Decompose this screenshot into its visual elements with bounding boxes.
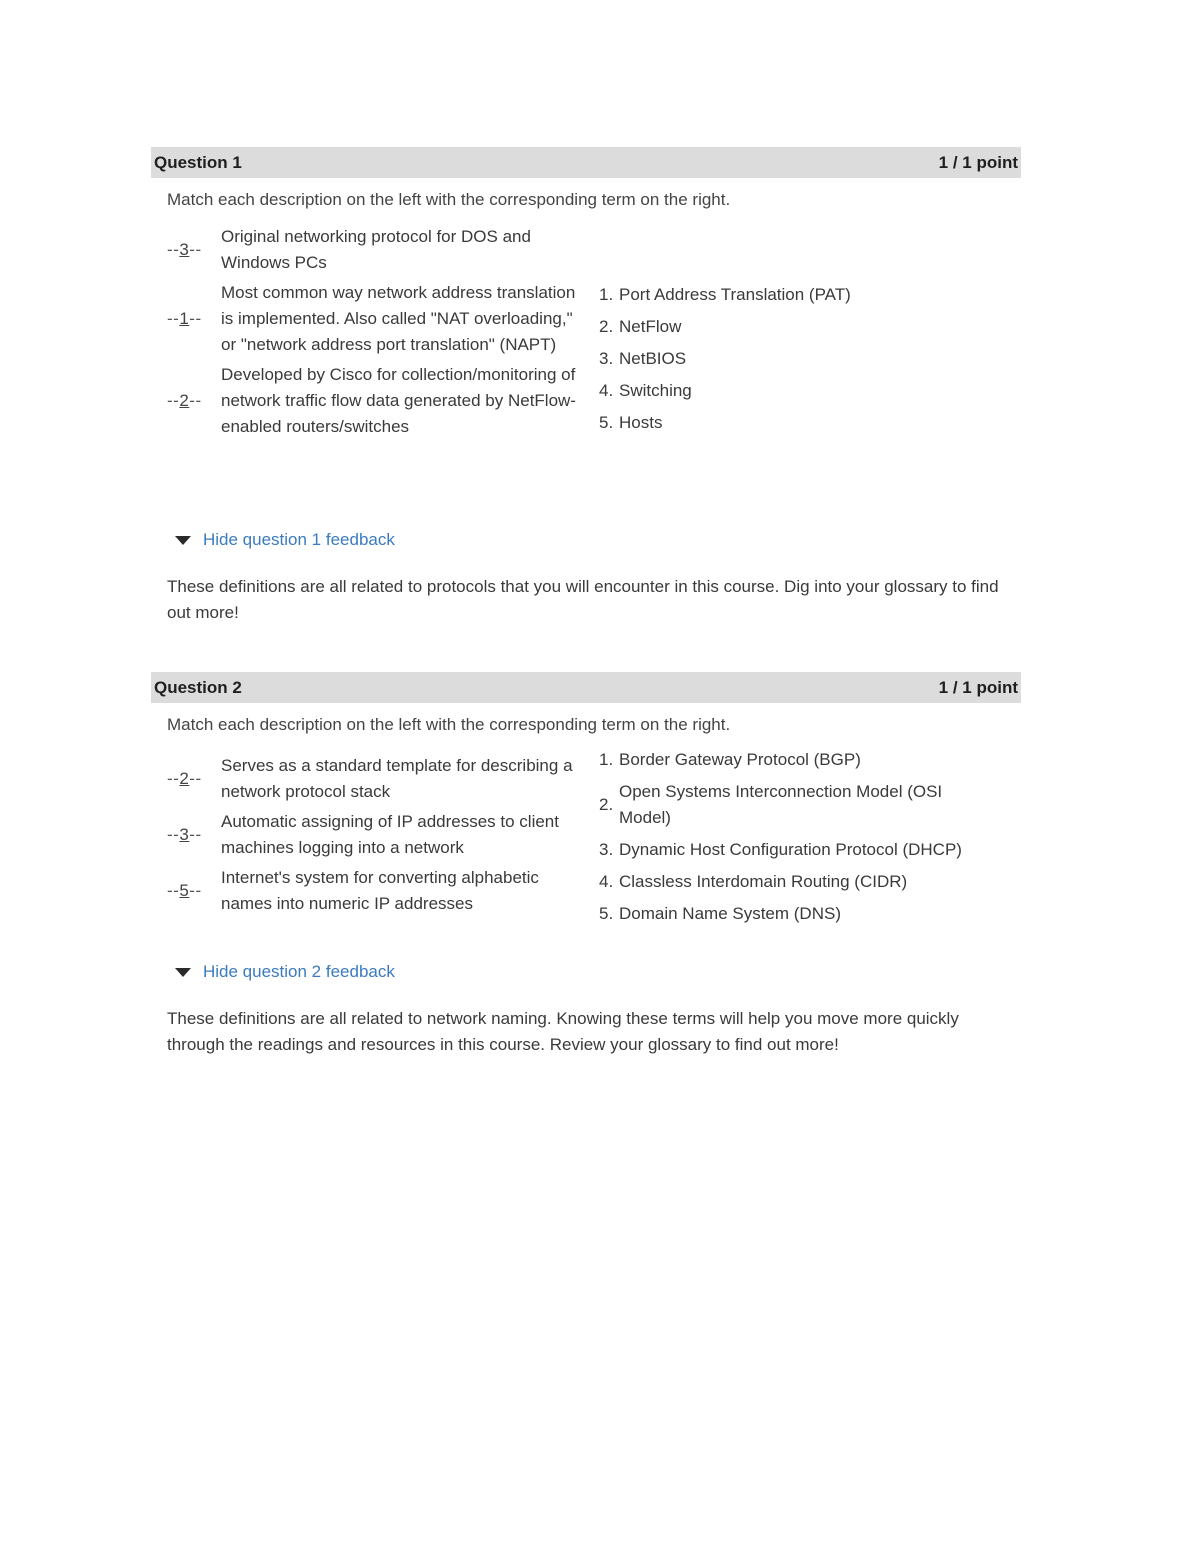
descriptions-list	[167, 224, 587, 444]
question-prompt: Match each description on the left with the corresponding term on the right.	[167, 715, 731, 734]
term-item: 3. NetBIOS	[599, 349, 687, 368]
hide-feedback-toggle[interactable]	[175, 962, 395, 982]
match-row	[167, 865, 587, 917]
feedback-text: These definitions are all related to network naming. Knowing these terms will help you move more quickly through the readings and resources in this course. Review your glossary to find out more!	[167, 1009, 959, 1054]
match-row	[167, 224, 587, 276]
hide-feedback-link[interactable]: Hide question 1 feedback	[203, 530, 395, 549]
answer-blank[interactable]: --3--	[167, 825, 202, 844]
matching-area	[151, 750, 1021, 973]
answer-blank[interactable]: --5--	[167, 881, 202, 900]
term-item: 2. NetFlow	[599, 317, 682, 336]
description-text: Original networking protocol for DOS and Windows PCs	[221, 227, 531, 272]
description-text: Internet's system for converting alphabetic names into numeric IP addresses	[221, 868, 539, 913]
answer-blank[interactable]: --3--	[167, 240, 202, 259]
terms-list	[599, 282, 999, 442]
hide-feedback-link[interactable]: Hide question 2 feedback	[203, 962, 395, 981]
term-item: 1. Port Address Translation (PAT)	[599, 285, 851, 304]
question-header	[151, 147, 1021, 178]
match-row	[167, 753, 587, 805]
question-score: 1 / 1 point	[938, 677, 1018, 697]
term-item: 4. Classless Interdomain Routing (CIDR)	[599, 872, 908, 891]
term-item: 2. Open Systems Interconnection Model (OSI Model)	[599, 782, 943, 827]
matching-area	[151, 224, 1021, 484]
feedback-text: These definitions are all related to protocols that you will encounter in this course. Dig into your glossary to find out more!	[167, 577, 999, 622]
terms-list	[599, 747, 999, 933]
caret-down-icon	[175, 968, 191, 977]
question-header	[151, 672, 1021, 703]
description-text: Developed by Cisco for collection/monitoring of network traffic flow data generated by NetFlow-enabled routers/switches	[221, 365, 576, 436]
description-text: Most common way network address translation is implemented. Also called "NAT overloading," or "network address port translation" (NAPT)	[221, 283, 576, 354]
answer-blank[interactable]: --2--	[167, 391, 202, 410]
description-text: Automatic assigning of IP addresses to client machines logging into a network	[221, 812, 559, 857]
term-item: 1. Border Gateway Protocol (BGP)	[599, 750, 861, 769]
question-1	[151, 147, 1021, 484]
descriptions-list	[167, 753, 587, 921]
term-item: 5. Domain Name System (DNS)	[599, 904, 841, 923]
description-text: Serves as a standard template for describing a network protocol stack	[221, 756, 573, 801]
hide-feedback-toggle[interactable]	[175, 530, 395, 550]
question-title: Question 1	[154, 152, 242, 172]
term-item: 4. Switching	[599, 381, 692, 400]
answer-blank[interactable]: --2--	[167, 769, 202, 788]
caret-down-icon	[175, 536, 191, 545]
question-score: 1 / 1 point	[938, 152, 1018, 172]
question-prompt: Match each description on the left with the corresponding term on the right.	[167, 190, 731, 209]
match-row	[167, 362, 587, 440]
term-item: 5. Hosts	[599, 413, 663, 432]
question-2	[151, 672, 1021, 973]
match-row	[167, 809, 587, 861]
match-row	[167, 280, 587, 358]
question-title: Question 2	[154, 677, 242, 697]
term-item: 3. Dynamic Host Configuration Protocol (DHCP)	[599, 840, 962, 859]
answer-blank[interactable]: --1--	[167, 309, 202, 328]
